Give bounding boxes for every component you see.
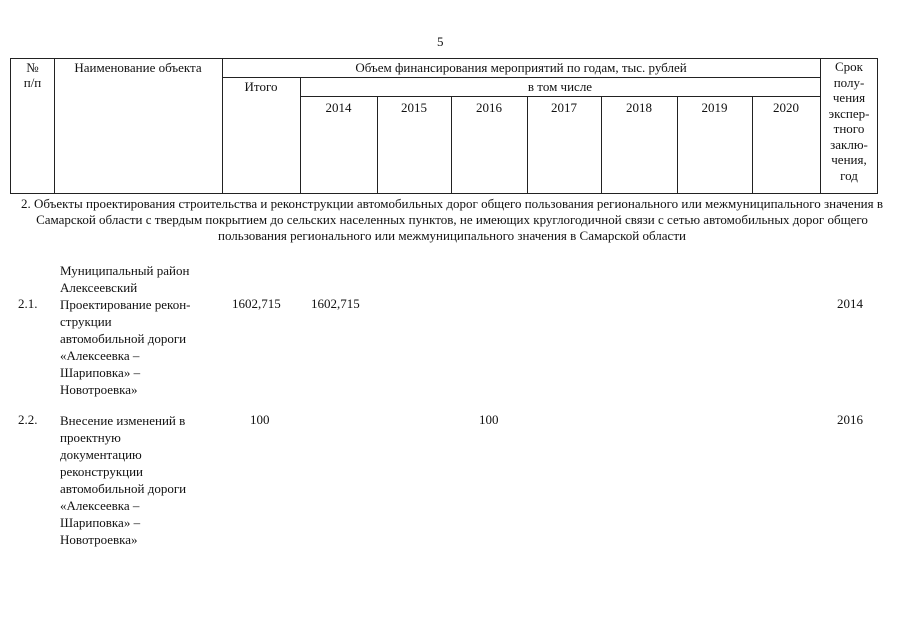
row-total-value: 1602,715 <box>232 296 281 311</box>
header-year-2019: 2019 <box>701 100 728 115</box>
row-deadline: 2016 <box>837 412 863 427</box>
header-funding-divider <box>222 77 820 78</box>
row-value-2016: 100 <box>479 412 499 427</box>
row-number: 2.1. <box>18 296 38 311</box>
header-year-2014: 2014 <box>325 100 352 115</box>
row-object-name: Муниципальный район Алексеевский Проектирование рекон- струкции автомобильной дороги «Алексеевка – Шариповка» – Новотроевка» <box>60 263 191 397</box>
row-total-value: 100 <box>250 412 270 427</box>
section-title: 2. Объекты проектирования строительства и реконструкции автомобильных дорог общего пользования регионального или межмуниципального значения в Самарской области с твердым покрытием до сельских населенных пунктов, не имеющих круглогодичной связи с сетью автомобильных дорог общего пользования регионального или межмуниципального значения в Самарской области <box>21 196 883 243</box>
header-bottom-border <box>10 193 878 194</box>
header-including-divider <box>300 96 820 97</box>
header-including-label: в том числе <box>527 79 593 94</box>
header-total-divider <box>300 77 301 194</box>
row-deadline: 2014 <box>837 296 863 311</box>
page-number: 5 <box>437 34 444 49</box>
row-object-name: Внесение изменений в проектную документацию реконструкции автомобильной дороги «Алексеевка – Шариповка» – Новотроевка» <box>60 413 187 547</box>
header-year-2017: 2017 <box>551 100 577 115</box>
header-year-2015: 2015 <box>401 100 427 115</box>
header-funding-label: Объем финансирования мероприятий по годам, тыс. рублей <box>355 60 687 75</box>
header-total-label: Итого <box>244 79 278 94</box>
header-name-label: Наименование объекта <box>74 60 202 75</box>
header-year-2016: 2016 <box>476 100 502 115</box>
header-deadline-label: Срок полу- чения экспер- тного заклю- чения, год <box>828 59 870 183</box>
header-year-2020: 2020 <box>773 100 799 115</box>
row-value-2014: 1602,715 <box>311 296 360 311</box>
header-top-border <box>10 58 878 59</box>
row-number: 2.2. <box>18 412 38 427</box>
header-right-border <box>877 58 878 194</box>
header-year-2018: 2018 <box>626 100 652 115</box>
header-num-label: № п/п <box>23 60 42 90</box>
